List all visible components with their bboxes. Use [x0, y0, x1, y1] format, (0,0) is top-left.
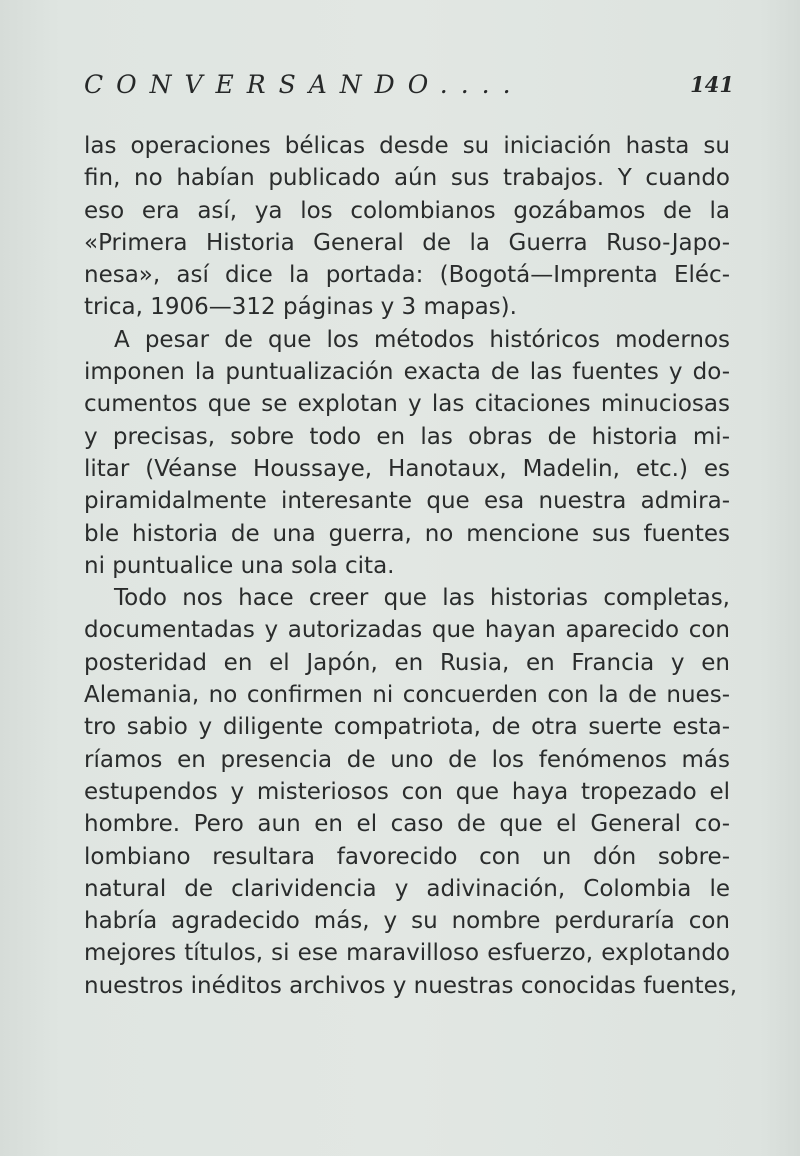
text-line: habría agradecido más, y su nombre perduraría con — [84, 908, 730, 935]
paragraph — [84, 324, 730, 582]
text-line: y precisas, sobre todo en las obras de historia mi- — [84, 423, 730, 450]
text-line: trica, 1906—312 páginas y 3 mapas). — [84, 294, 517, 321]
text-line: cumentos que se explotan y las citaciones minuciosas — [84, 391, 730, 418]
text-line: natural de clarividencia y adivinación, Colombia le — [84, 875, 730, 902]
paragraph — [84, 130, 730, 324]
text-line: ni puntualice una sola cita. — [84, 552, 395, 579]
running-head: CONVERSANDO.... — [84, 70, 524, 99]
text-line: litar (Véanse Houssaye, Hanotaux, Madelin, etc.) es — [84, 455, 730, 482]
text-line: Todo nos hace creer que las historias completas, — [114, 585, 730, 612]
text-line: nuestros inéditos archivos y nuestras conocidas fuentes, — [84, 972, 738, 999]
text-line: documentadas y autorizadas que hayan aparecido con — [84, 617, 730, 644]
text-line: nesa», así dice la portada: (Bogotá—Imprenta Eléc- — [84, 262, 730, 289]
body-text — [84, 130, 738, 1002]
text-line: mejores títulos, si ese maravilloso esfuerzo, explotando — [84, 940, 730, 967]
text-line: ríamos en presencia de uno de los fenómenos más — [84, 746, 730, 773]
text-line: imponen la puntualización exacta de las fuentes y do- — [84, 359, 730, 386]
text-line: A pesar de que los métodos históricos modernos — [114, 326, 730, 353]
text-line: ble historia de una guerra, no mencione sus fuentes — [84, 520, 730, 547]
text-line: fin, no habían publicado aún sus trabajos. Y cuando — [84, 165, 730, 192]
text-line: Alemania, no confirmen ni concuerden con la de nues- — [84, 682, 730, 709]
text-line: tro sabio y diligente compatriota, de otra suerte esta- — [84, 714, 730, 741]
text-line: «Primera Historia General de la Guerra Ruso-Japo- — [84, 229, 730, 256]
text-line: hombre. Pero aun en el caso de que el General co- — [84, 811, 730, 838]
text-line: piramidalmente interesante que esa nuestra admira- — [84, 488, 730, 515]
text-line: estupendos y misteriosos con que haya tropezado el — [84, 778, 730, 805]
text-line: lombiano resultara favorecido con un dón sobre- — [84, 843, 730, 870]
page-header — [84, 70, 734, 110]
text-line: posteridad en el Japón, en Rusia, en Francia y en — [84, 649, 730, 676]
paragraph — [84, 582, 738, 1002]
text-line: las operaciones bélicas desde su iniciación hasta su — [84, 133, 730, 159]
text-line: eso era así, ya los colombianos gozábamos de la — [84, 197, 730, 224]
page-number: 141 — [690, 72, 734, 97]
